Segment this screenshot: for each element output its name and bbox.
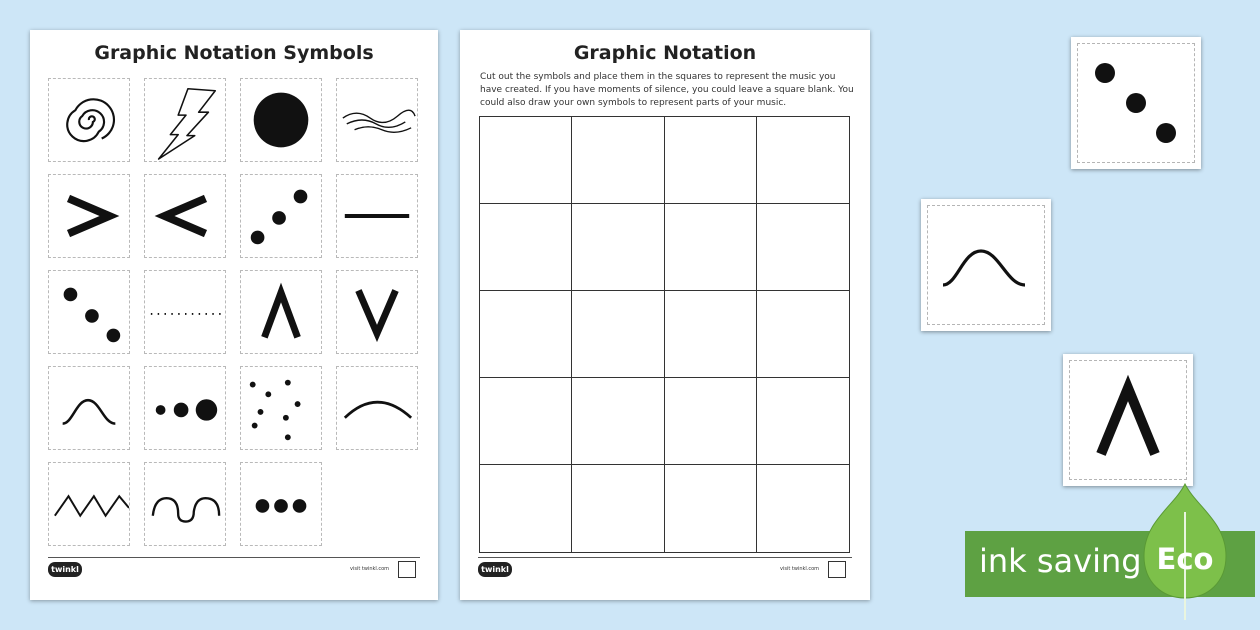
scattered-dots-icon [241,367,321,449]
rising-dots-icon [241,175,321,257]
falling-dots-icon [1071,37,1201,169]
symbols-sheet-title: Graphic Notation Symbols [94,42,374,64]
eco-label: Eco [1156,542,1214,576]
visit-text: visit twinkl.com [780,566,820,572]
less-than-symbol-tile [144,174,226,258]
spiral-symbol-tile [48,78,130,162]
scattered-dots-symbol-tile [240,366,322,450]
grid-cell [665,291,757,378]
bell-curve-icon [921,199,1051,331]
horizontal-line-symbol-tile [336,174,418,258]
grid-cell [665,465,757,552]
grid-cell [572,465,664,552]
badge-icon [828,561,846,578]
grid-cell [572,117,664,204]
wave-symbol-tile [144,462,226,546]
footer-divider [478,557,852,558]
grid-cell [757,378,849,465]
grid-cell [480,117,572,204]
zigzag-symbol-tile [48,462,130,546]
grid-cell [480,378,572,465]
caret-up-card [1063,354,1193,486]
grid-cell [572,204,664,291]
instructions-text: Cut out the symbols and place them in the squares to represent the music you have created. If you have moments of silence, you could leave a square blank. You could also draw your own symbols to represent parts of your music. [480,72,854,108]
grid-cell [480,291,572,378]
grid-cell [480,204,572,291]
eco-leaf-badge [1142,482,1228,622]
large-dot-icon [241,79,321,161]
falling-dots-card [1071,37,1201,169]
symbols-worksheet [30,30,438,600]
arc-icon [337,367,417,449]
grid-cell [757,291,849,378]
wave-icon [145,463,225,545]
notation-worksheet [460,30,870,600]
growing-dots-symbol-tile [144,366,226,450]
dotted-line-symbol-tile [144,270,226,354]
caret-up-icon [241,271,321,353]
lightning-symbol-tile [144,78,226,162]
grid-cell [665,378,757,465]
rising-dots-symbol-tile [240,174,322,258]
lightning-bolt-icon [145,79,225,161]
greater-than-icon [49,175,129,257]
horizontal-line-icon [337,175,417,257]
ink-saving-text: ink saving [979,542,1142,580]
grid-cell [572,291,664,378]
twinkl-logo: twinkl [48,562,82,577]
grid-cell [757,117,849,204]
caret-up-icon [1063,354,1193,486]
twinkl-logo: twinkl [478,562,512,577]
visit-text: visit twinkl.com [350,566,390,572]
grid-cell [665,204,757,291]
grid-cell [757,465,849,552]
falling-dots-symbol-tile [48,270,130,354]
growing-dots-icon [145,367,225,449]
bell-curve-symbol-tile [48,366,130,450]
badge-icon [398,561,416,578]
wavy-lines-icon [337,79,417,161]
falling-dots-icon [49,271,129,353]
caret-down-icon [337,271,417,353]
footer-divider [48,557,420,558]
dotted-line-icon [145,271,225,353]
grid-cell [480,465,572,552]
bell-curve-icon [49,367,129,449]
spiral-icon [49,79,129,161]
arc-symbol-tile [336,366,418,450]
less-than-icon [145,175,225,257]
grid-cell [572,378,664,465]
caret-up-symbol-tile [240,270,322,354]
caret-down-symbol-tile [336,270,418,354]
three-dots-symbol-tile [240,462,322,546]
wavy-lines-symbol-tile [336,78,418,162]
bell-curve-card [921,199,1051,331]
large-dot-symbol-tile [240,78,322,162]
greater-than-symbol-tile [48,174,130,258]
grid-cell [665,117,757,204]
notation-grid [479,116,850,553]
grid-cell [757,204,849,291]
zigzag-icon [49,463,129,545]
three-dots-icon [241,463,321,545]
notation-sheet-title: Graphic Notation [573,42,757,64]
